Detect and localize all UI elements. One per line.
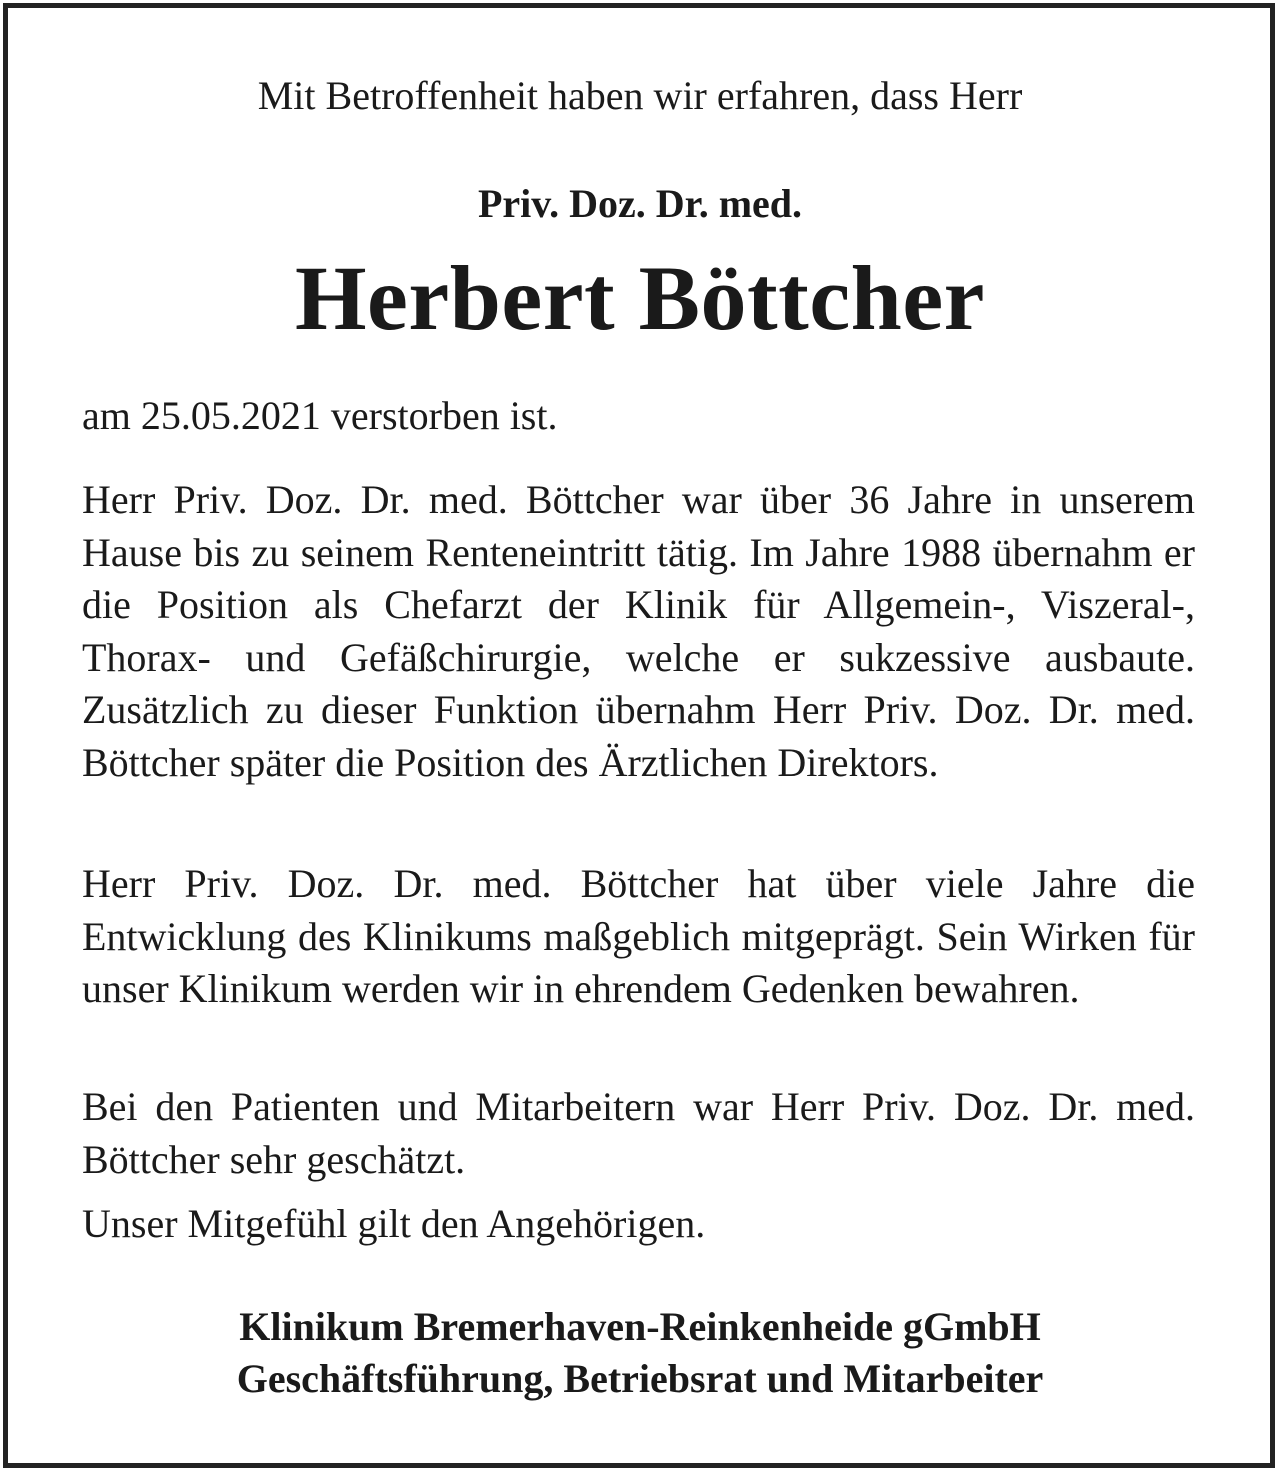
date-of-death-line: am 25.05.2021 verstorben ist. (82, 393, 558, 438)
paragraph-legacy: Herr Priv. Doz. Dr. med. Böttcher hat über viele Jahre die Entwicklung des Klinikums maßgeblich mitgeprägt. Sein Wirken für unser Klinikum werden wir in ehrendem Gedenken bewahren. (82, 861, 1195, 1011)
intro-text: Mit Betroffenheit haben wir erfahren, dass Herr (257, 73, 1023, 118)
deceased-name: Herbert Böttcher (294, 247, 985, 349)
academic-title: Priv. Doz. Dr. med. (477, 181, 803, 226)
signature-organization: Klinikum Bremerhaven-Reinkenheide gGmbH (239, 1304, 1041, 1349)
paragraph-appreciation: Bei den Patienten und Mitarbeitern war Herr Priv. Doz. Dr. med. Böttcher sehr geschätzt. (82, 1084, 1195, 1182)
paragraph-career: Herr Priv. Doz. Dr. med. Böttcher war über 36 Jahre in unserem Hause bis zu seinem Renteneintritt tätig. Im Jahre 1988 übernahm er die Position als Chefarzt der Klinik für Allgemein-, Viszeral-, Thorax- und Gefäßchirurgie, welche er sukzessive ausbaute. Zusätzlich zu dieser Funktion übernahm Herr Priv. Doz. Dr. med. Böttcher später die Position des Ärztlichen Direktors. (82, 477, 1195, 785)
paragraph-condolence: Unser Mitgefühl gilt den Angehörigen. (82, 1201, 706, 1246)
signature-groups: Geschäftsführung, Betriebsrat und Mitarbeiter (236, 1356, 1044, 1401)
